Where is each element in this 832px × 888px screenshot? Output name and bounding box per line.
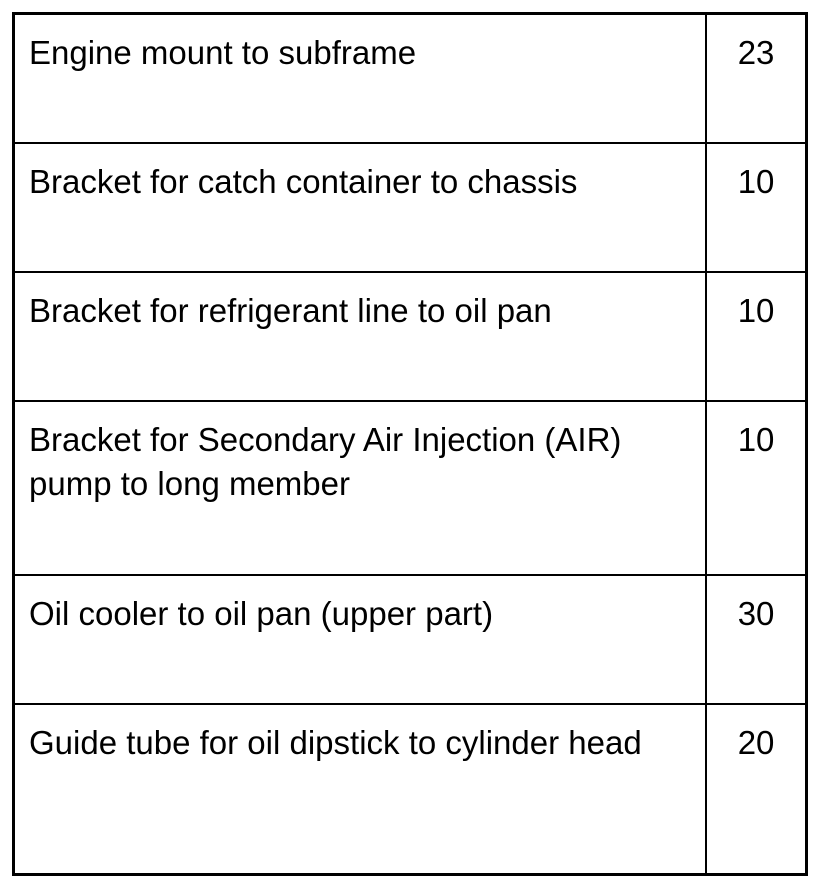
torque-specification-table [12,12,808,876]
table-row [14,401,807,575]
table-row [14,704,807,875]
component-description: Bracket for catch container to chassis [14,143,707,272]
torque-value: 10 [706,272,806,401]
component-description: Engine mount to subframe [14,14,707,143]
torque-value: 10 [706,143,806,272]
torque-value: 23 [706,14,806,143]
table-row [14,143,807,272]
component-description: Guide tube for oil dipstick to cylinder head [14,704,707,875]
table-row [14,14,807,143]
torque-value: 30 [706,575,806,704]
component-description: Bracket for refrigerant line to oil pan [14,272,707,401]
component-description: Oil cooler to oil pan (upper part) [14,575,707,704]
table-row [14,575,807,704]
table-row [14,272,807,401]
torque-value: 10 [706,401,806,575]
component-description: Bracket for Secondary Air Injection (AIR) pump to long member [14,401,707,575]
torque-value: 20 [706,704,806,875]
